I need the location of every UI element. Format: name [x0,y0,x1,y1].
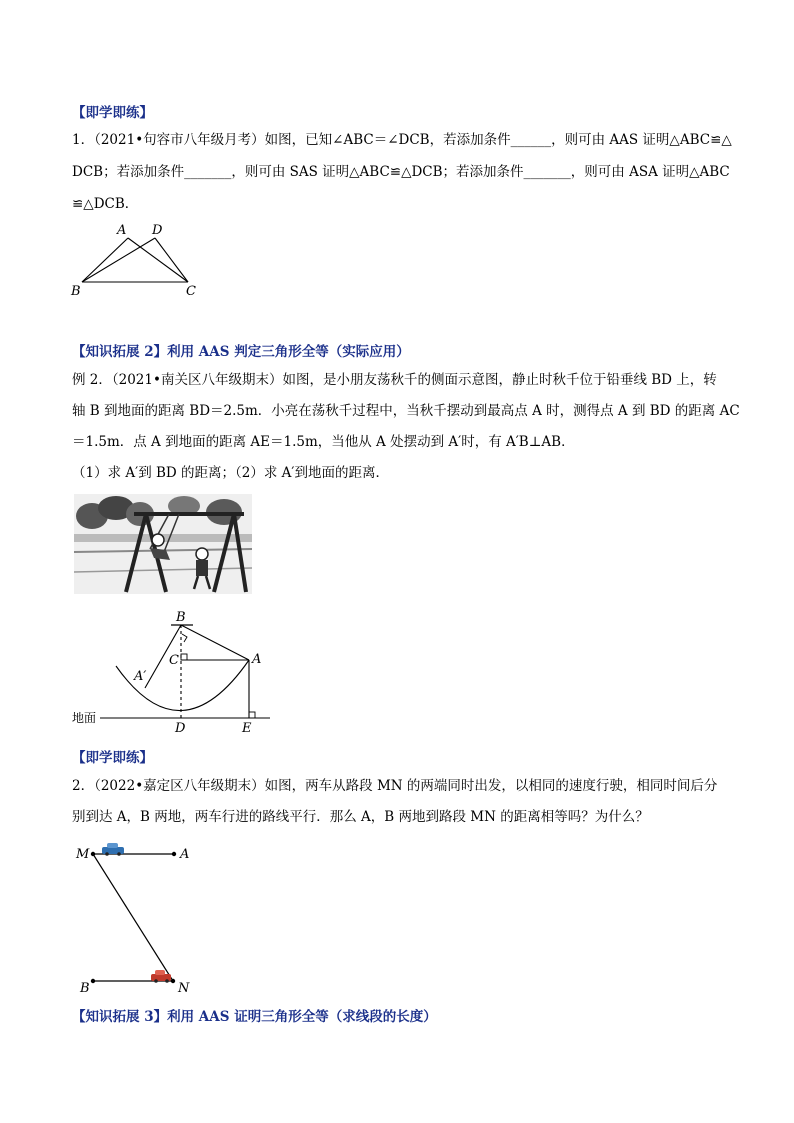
section-heading-practice-2: 【即学即练】 [72,750,153,766]
question-1-line-1: 1．（2021•句容市八年级月考）如图，已知∠ABC＝∠DCB，若添加条件______，则可由 AAS 证明△ABC≌△ [72,132,732,148]
label-a: A [252,652,262,667]
question-2-line-1: 2．（2022•嘉定区八年级期末）如图，两车从路段 MN 的两端同时出发，以相同的速度行驶，相同时间后分 [72,778,718,794]
section-heading-extension-2: 【知识拓展 2】利用 AAS 判定三角形全等（实际应用） [72,344,410,360]
blue-car-icon [102,843,124,856]
swing-geometry-diagram [68,608,288,738]
example-2-line-2: 轴 B 到地面的距离 BD＝2.5m．小亮在荡秋千过程中，当秋千摆动到最高点 A 时，测得点 A 到 BD 的距离 AC [72,403,740,419]
label-n: N [178,981,190,996]
road-cars-diagram [68,838,218,998]
example-2-line-4: （1）求 A′到 BD 的距离；（2）求 A′到地面的距离． [72,465,389,481]
section-heading-practice-1: 【即学即练】 [72,105,153,121]
label-b: B [71,284,81,299]
example-2-line-3: ＝1.5m．点 A 到地面的距离 AE＝1.5m，当他从 A 处摆动到 A′时，有 A′B⊥AB． [72,434,575,450]
swing-photo-illustration [74,494,252,594]
label-m: M [76,847,90,862]
triangle-figure-abcd [60,218,210,298]
label-a-prime: A′ [134,669,147,684]
question-1-line-2: DCB；若添加条件_______，则可由 SAS 证明△ABC≌△DCB；若添加条件_______，则可由 ASA 证明△ABC [72,164,730,180]
example-2-line-1: 例 2．（2021•南关区八年级期末）如图，是小朋友荡秋千的侧面示意图，静止时秋千位于铅垂线 BD 上，转 [72,372,717,388]
label-a: A [180,847,190,862]
label-e: E [242,721,252,736]
question-2-line-2: 别到达 A，B 两地，两车行进的路线平行．那么 A，B 两地到路段 MN 的距离相等吗？为什么？ [72,809,649,825]
label-a: A [117,223,127,238]
label-ground: 地面 [72,711,97,725]
red-car-icon [151,970,171,983]
section-heading-extension-3: 【知识拓展 3】利用 AAS 证明三角形全等（求线段的长度） [72,1009,437,1025]
label-d: D [175,721,186,736]
label-c: C [186,284,196,299]
label-d: D [152,223,163,238]
label-b: B [80,981,90,996]
question-1-line-3: ≌△DCB． [72,196,139,212]
label-b: B [176,610,186,625]
label-c: C [169,653,179,668]
